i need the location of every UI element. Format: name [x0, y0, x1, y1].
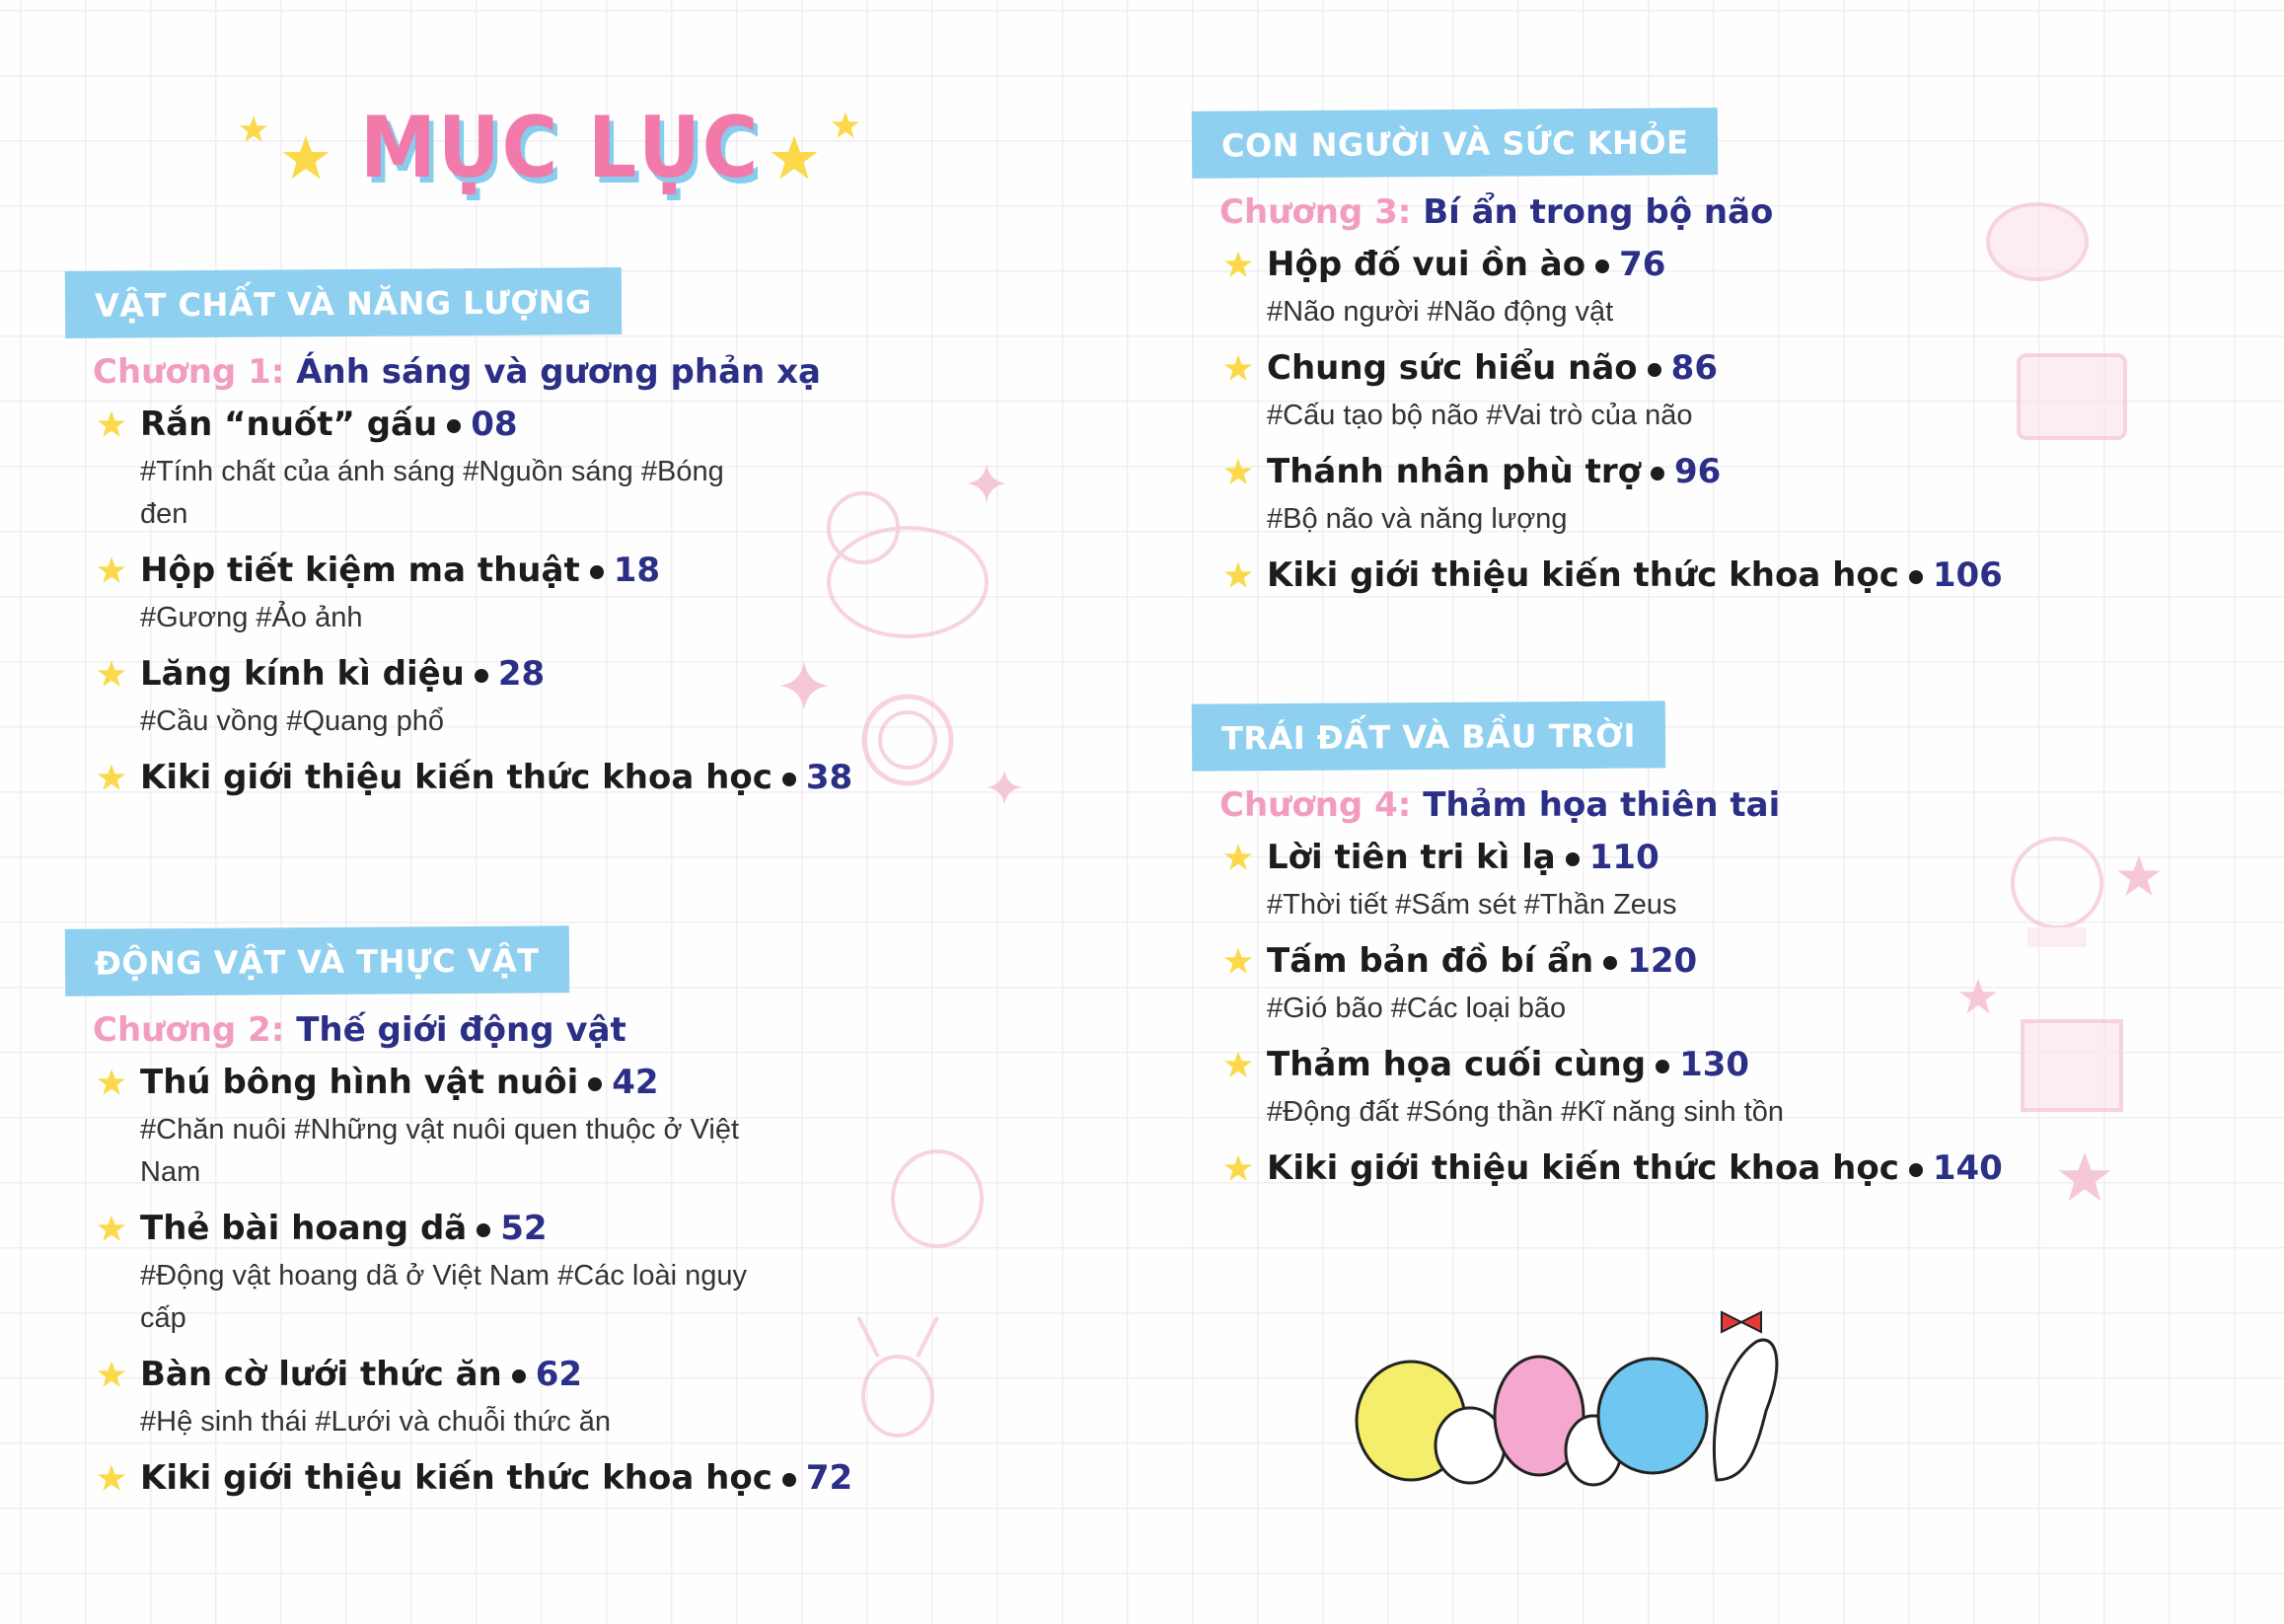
star-bullet-icon: [97, 409, 126, 439]
star-icon: [831, 111, 860, 140]
toc-entry[interactable]: [1267, 445, 2003, 541]
page-number: 52: [500, 1209, 548, 1248]
entry-title: Kiki giới thiệu kiến thức khoa học: [1267, 1148, 1899, 1188]
star-bullet-icon: [97, 1463, 126, 1493]
star-bullet-icon: [97, 555, 126, 585]
toc-entry[interactable]: [140, 1202, 852, 1340]
bullet-dot-icon: [1595, 259, 1609, 273]
toc-entry[interactable]: [1267, 1142, 2003, 1195]
toc-entry[interactable]: [1267, 341, 2003, 437]
bullet-dot-icon: [782, 773, 796, 786]
star-bullet-icon: [97, 1214, 126, 1243]
page-number: 110: [1588, 838, 1659, 877]
chapter-name: Bí ẩn trong bộ não: [1423, 192, 1774, 232]
page-number: 96: [1673, 452, 1722, 491]
section-heading: TRÁI ĐẤT VÀ BẦU TRỜI: [1192, 701, 1665, 771]
entry-tags: #Cấu tạo bộ não #Vai trò của não: [1267, 400, 1693, 431]
entry-tags: #Chăn nuôi #Những vật nuôi quen thuộc ở Việt Nam: [140, 1114, 740, 1188]
white-cat-character: [1714, 1340, 1777, 1480]
star-icon: [770, 133, 819, 183]
entry-tags: #Cầu vồng #Quang phổ: [140, 705, 444, 737]
toc-entry[interactable]: [1267, 934, 2003, 1030]
chapter-heading: [1219, 186, 2003, 238]
star-bullet-icon: [1223, 1153, 1253, 1183]
page-number: 08: [471, 405, 518, 444]
deer-doodle-icon: [839, 1312, 957, 1440]
section-heading: ĐỘNG VẬT VÀ THỰC VẬT: [65, 925, 569, 997]
page-number: 42: [612, 1063, 659, 1102]
entry-title: Rắn “nuốt” gấu: [140, 405, 438, 444]
entry-tags: #Gương #Ảo ảnh: [140, 602, 363, 633]
entry-title: Hộp tiết kiệm ma thuật: [140, 551, 580, 590]
star-bullet-icon: [1223, 250, 1253, 279]
toc-entry[interactable]: [140, 1451, 852, 1505]
section-human-health: [1192, 110, 2003, 610]
bullet-dot-icon: [477, 1223, 490, 1237]
entry-tags: #Tính chất của ánh sáng #Nguồn sáng #Bóng đen: [140, 456, 724, 530]
page-title: MỤC LỤC: [360, 99, 761, 197]
star-bullet-icon: [97, 659, 126, 689]
entry-tags: #Động đất #Sóng thần #Kĩ năng sinh tồn: [1267, 1096, 1785, 1128]
toc-entry[interactable]: [140, 1056, 852, 1194]
book-icon: [2013, 1006, 2131, 1125]
toc-entry[interactable]: [140, 544, 852, 639]
entry-title: Thú bông hình vật nuôi: [140, 1063, 579, 1102]
page-number: 72: [805, 1458, 853, 1498]
chapter-heading: [1219, 779, 2003, 831]
entry-tags: #Bộ não và năng lượng: [1267, 503, 1568, 535]
page-number: 86: [1670, 348, 1718, 388]
star-bullet-icon: [97, 1360, 126, 1389]
entry-tags: #Thời tiết #Sấm sét #Thần Zeus: [1267, 889, 1677, 921]
toc-entry[interactable]: [1267, 238, 2003, 333]
toc-entry[interactable]: [140, 398, 852, 536]
entry-title: Bàn cờ lưới thức ăn: [140, 1355, 502, 1394]
blue-character: [1598, 1359, 1707, 1473]
star-bullet-icon: [97, 763, 126, 792]
bullet-dot-icon: [475, 669, 488, 683]
chapter-label: Chương 2:: [93, 1010, 285, 1050]
section-matter-energy: [65, 269, 852, 812]
bullet-dot-icon: [1651, 467, 1664, 480]
star-bullet-icon: [1223, 946, 1253, 976]
section-heading: CON NGƯỜI VÀ SỨC KHỎE: [1192, 108, 1719, 179]
bullet-dot-icon: [588, 1077, 602, 1091]
section-earth-sky: [1192, 702, 2003, 1203]
bullet-dot-icon: [1648, 363, 1661, 377]
entry-title: Lời tiên tri kì lạ: [1267, 838, 1556, 877]
bullet-dot-icon: [1656, 1060, 1669, 1073]
star-icon: [2057, 1149, 2112, 1205]
star-icon: [281, 133, 331, 183]
page-number: 38: [805, 758, 853, 797]
red-bow: [1722, 1312, 1761, 1332]
entry-title: Thánh nhân phù trợ: [1267, 452, 1641, 491]
chapter-name: Thảm họa thiên tai: [1423, 785, 1781, 825]
star-bullet-icon: [1223, 560, 1253, 590]
page-number: 130: [1679, 1045, 1750, 1084]
cow-doodle-icon: [868, 1135, 1006, 1253]
page-number: 120: [1627, 941, 1698, 981]
section-heading: VẬT CHẤT VÀ NĂNG LƯỢNG: [65, 267, 622, 338]
entry-title: Hộp đố vui ồn ào: [1267, 245, 1586, 284]
chapter-heading: [93, 1004, 852, 1056]
sparkle-icon: [987, 770, 1022, 805]
entry-title: Kiki giới thiệu kiến thức khoa học: [1267, 555, 1899, 595]
bullet-dot-icon: [1566, 852, 1580, 866]
bullet-dot-icon: [782, 1473, 796, 1487]
chapter-label: Chương 3:: [1219, 192, 1412, 232]
bullet-dot-icon: [447, 419, 461, 433]
entry-title: Thảm họa cuối cùng: [1267, 1045, 1647, 1084]
toc-entry[interactable]: [140, 647, 852, 743]
chapter-heading: [93, 346, 852, 398]
section-animals-plants: [65, 927, 852, 1513]
star-bullet-icon: [1223, 353, 1253, 383]
page-number: 18: [613, 551, 661, 590]
star-bullet-icon: [1223, 1050, 1253, 1079]
page-number: 106: [1932, 555, 2003, 595]
entry-tags: #Hệ sinh thái #Lưới và chuỗi thức ăn: [140, 1406, 611, 1438]
star-bullet-icon: [97, 1068, 126, 1097]
entry-title: Lăng kính kì diệu: [140, 654, 465, 694]
chapter-name: Ánh sáng và gương phản xạ: [296, 352, 821, 392]
star-icon: [2116, 853, 2162, 899]
toc-entry[interactable]: [140, 1348, 852, 1443]
toc-entry[interactable]: [140, 751, 852, 804]
toc-entry[interactable]: [1267, 549, 2003, 602]
page-number: 28: [497, 654, 546, 694]
kiki-characters-illustration: [1352, 1302, 1815, 1500]
chapter-label: Chương 1:: [93, 352, 285, 392]
entry-title: Kiki giới thiệu kiến thức khoa học: [140, 1458, 773, 1498]
chapter-name: Thế giới động vật: [296, 1010, 626, 1050]
entry-tags: #Não người #Não động vật: [1267, 296, 1614, 328]
chapter-label: Chương 4:: [1219, 785, 1412, 825]
crystal-ball-icon: [2003, 834, 2111, 952]
star-bullet-icon: [1223, 457, 1253, 486]
bullet-dot-icon: [1909, 1163, 1923, 1177]
page-number: 62: [535, 1355, 583, 1394]
entry-title: Chung sức hiểu não: [1267, 348, 1638, 388]
entry-tags: #Động vật hoang dã ở Việt Nam #Các loài nguy cấp: [140, 1260, 747, 1334]
toc-entry[interactable]: [1267, 1038, 2003, 1134]
coin-icon: [858, 691, 957, 789]
entry-title: Thẻ bài hoang dã: [140, 1209, 468, 1248]
entry-title: Tấm bản đồ bí ẩn: [1267, 941, 1594, 981]
toc-entry[interactable]: [1267, 831, 2003, 926]
star-icon: [239, 114, 268, 144]
entry-title: Kiki giới thiệu kiến thức khoa học: [140, 758, 773, 797]
page-number: 76: [1619, 245, 1666, 284]
page-number: 140: [1932, 1148, 2003, 1188]
bullet-dot-icon: [512, 1369, 526, 1383]
bullet-dot-icon: [590, 565, 604, 579]
entry-tags: #Gió bão #Các loại bão: [1267, 993, 1567, 1024]
star-bullet-icon: [1223, 843, 1253, 872]
bullet-dot-icon: [1909, 570, 1923, 584]
bullet-dot-icon: [1603, 956, 1617, 970]
suitcase-icon: [2013, 335, 2131, 444]
